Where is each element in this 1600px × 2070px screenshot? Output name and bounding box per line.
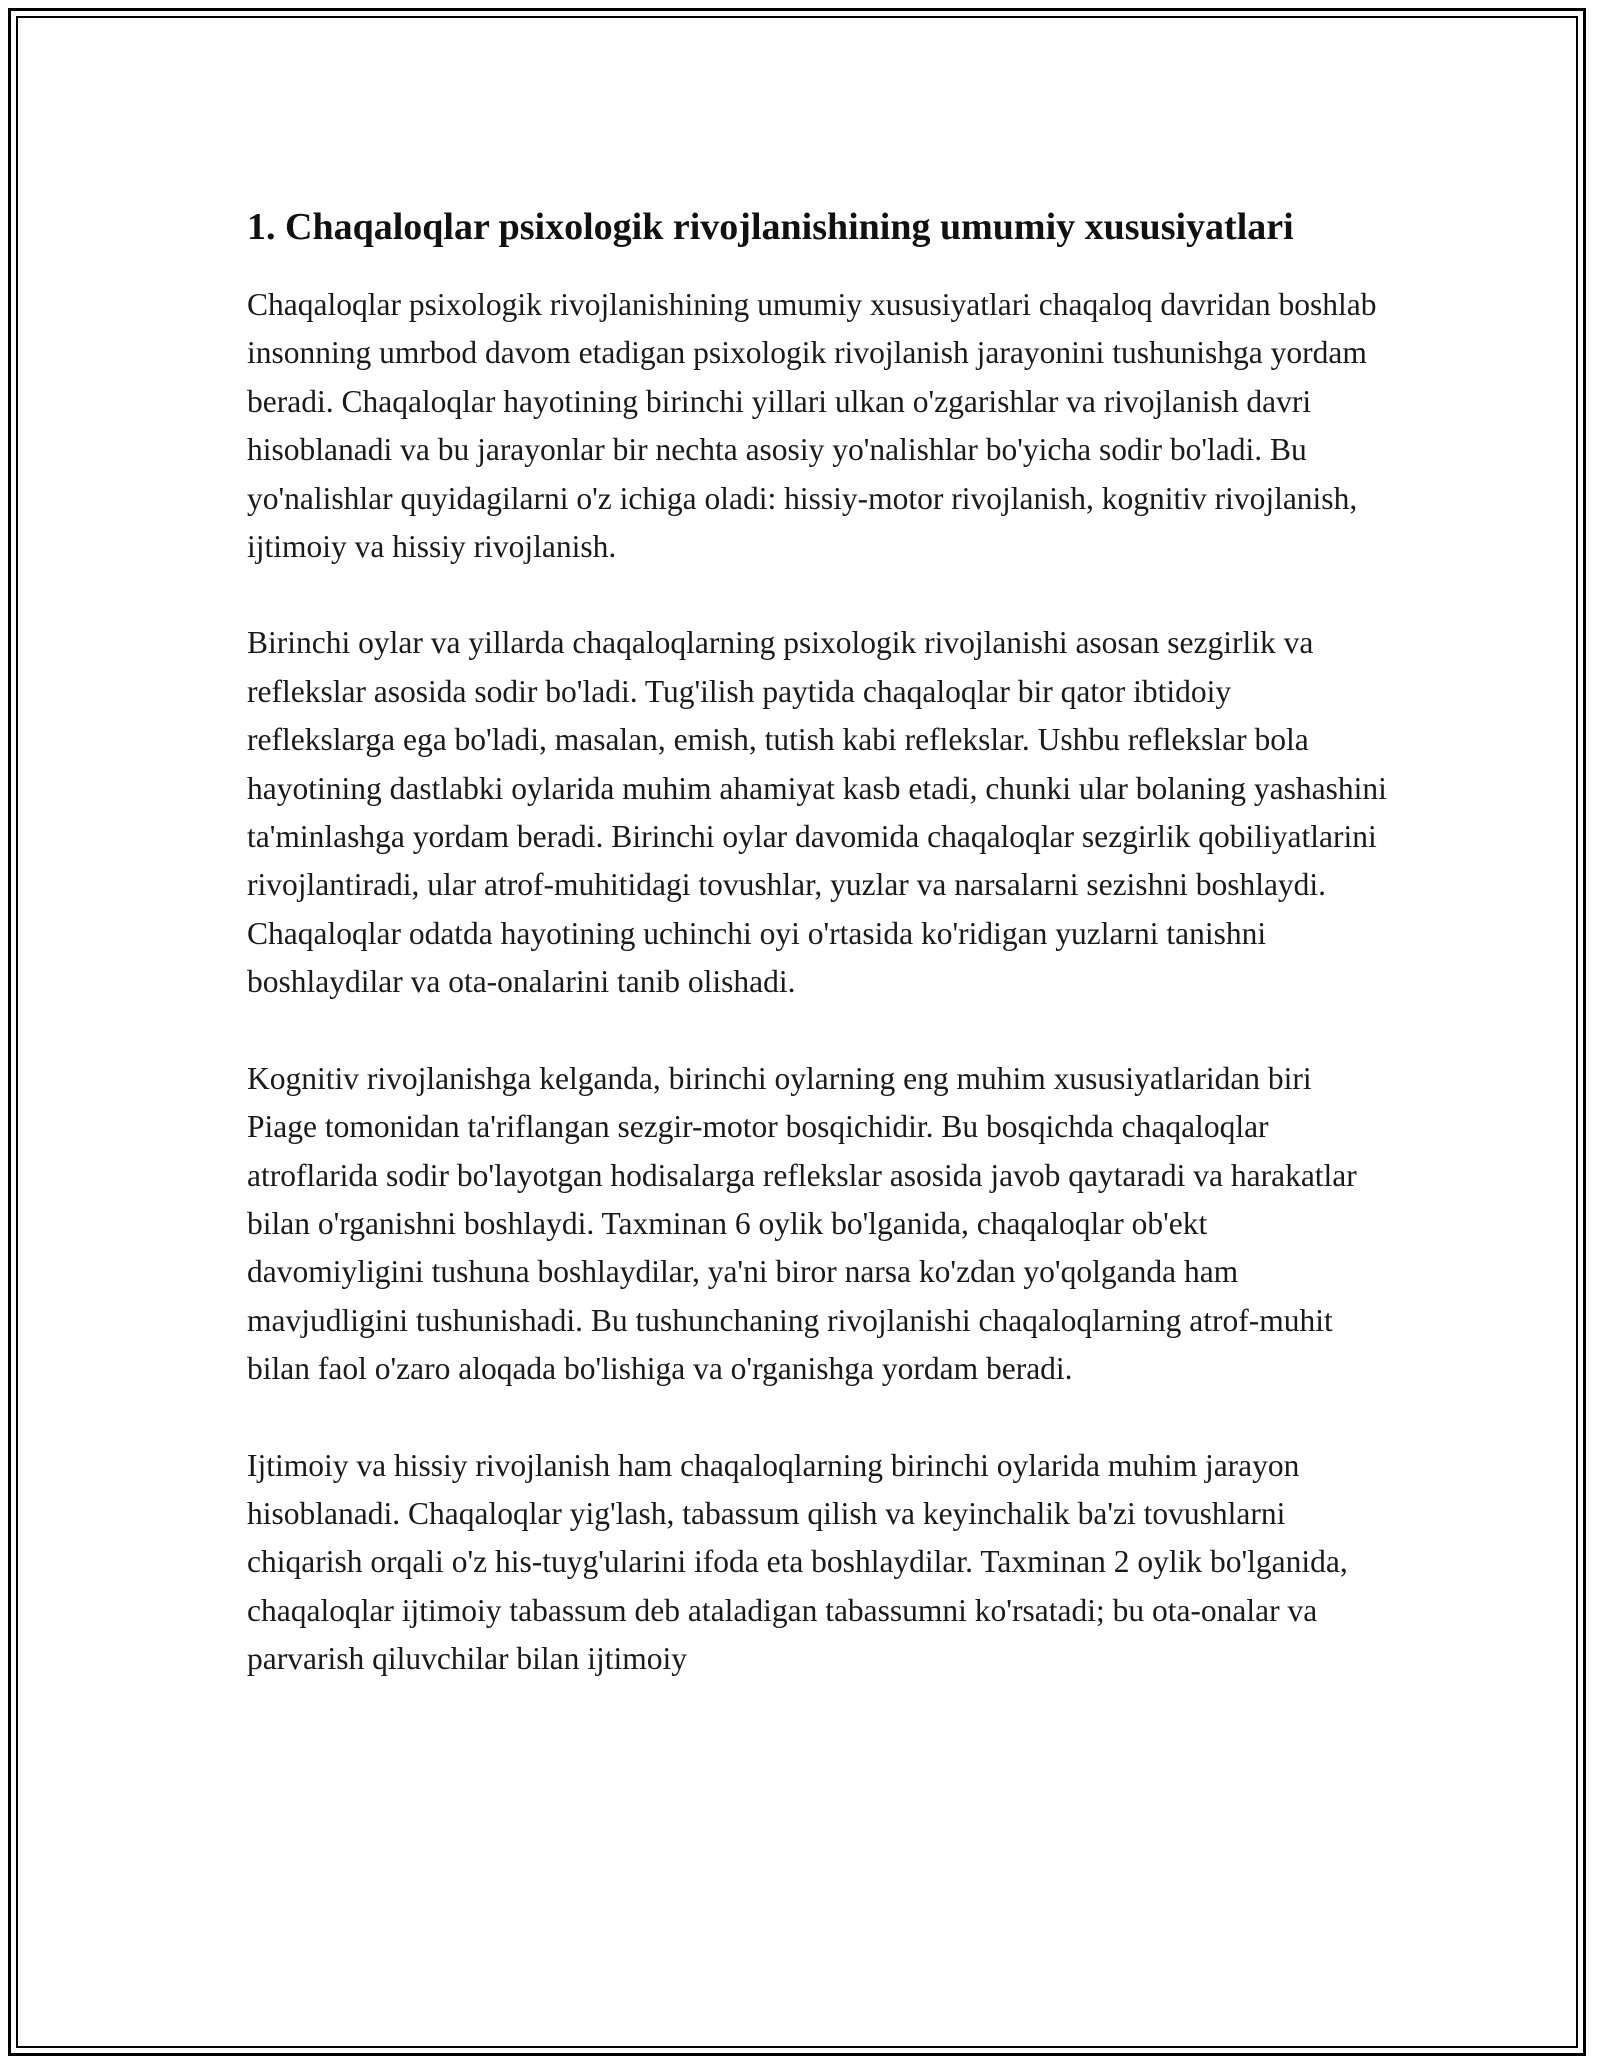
paragraph-4: Ijtimoiy va hissiy rivojlanish ham chaqaloqlarning birinchi oylarida muhim jarayon hisoblanadi. Chaqaloqlar yig'lash, tabassum qilish va keyinchalik ba'zi tovushlarni chiqarish orqali o'z his-tuyg'ularini ifoda eta boshlaydilar. Taxminan 2 oylik bo'lganida, chaqaloqlar ijtimoiy tabassum deb ataladigan tabassumni ko'rsatadi; bu ota-onalar va parvarish qiluvchilar bilan ijtimoiy — [247, 1447, 1348, 1677]
document-body — [247, 199, 1387, 1732]
paragraph-3: Kognitiv rivojlanishga kelganda, birinchi oylarning eng muhim xususiyatlaridan biri Piage tomonidan ta'riflangan sezgir-motor bosqichidir. Bu bosqichda chaqaloqlar atroflarida sodir bo'layotgan hodisalarga reflekslar asosida javob qaytaradi va harakatlar bilan o'rganishni boshlaydi. Taxminan 6 oylik bo'lganida, chaqaloqlar ob'ekt davomiyligini tushuna boshlaydilar, ya'ni biror narsa ko'zdan yo'qolganda ham mavjudligini tushunishadi. Bu tushunchaning rivojlanishi chaqaloqlarning atrof-muhit bilan faol o'zaro aloqada bo'lishiga va o'rganishga yordam beradi. — [247, 1060, 1357, 1387]
paragraph-2: Birinchi oylar va yillarda chaqaloqlarning psixologik rivojlanishi asosan sezgirlik va reflekslar asosida sodir bo'ladi. Tug'ilish paytida chaqaloqlar bir qator ibtidoiy reflekslarga ega bo'ladi, masalan, emish, tutish kabi reflekslar. Ushbu reflekslar bola hayotining dastlabki oylarida muhim ahamiyat kasb etadi, chunki ular bolaning yashashini ta'minlashga yordam beradi. Birinchi oylar davomida chaqaloqlar sezgirlik qobiliyatlarini rivojlantiradi, ular atrof-muhitidagi tovushlar, yuzlar va narsalarni sezishni boshlaydi. Chaqaloqlar odatda hayotining uchinchi oyi o'rtasida ko'ridigan yuzlarni tanishni boshlaydilar va ota-onalarini tanib olishadi. — [247, 625, 1387, 1000]
paragraph-1: Chaqaloqlar psixologik rivojlanishining umumiy xususiyatlari chaqaloq davridan boshlab insonning umrbod davom etadigan psixologik rivojlanish jarayonini tushunishga yordam beradi. Chaqaloqlar hayotining birinchi yillari ulkan o'zgarishlar va rivojlanish davri hisoblanadi va bu jarayonlar bir nechta asosiy yo'nalishlar bo'yicha sodir bo'ladi. Bu yo'nalishlar quyidagilarni o'z ichiga oladi: hissiy-motor rivojlanish, kognitiv rivojlanish, ijtimoiy va hissiy rivojlanish. — [247, 287, 1377, 565]
section-heading: 1. Chaqaloqlar psixologik rivojlanishining umumiy xususiyatlari — [247, 206, 1294, 248]
page-frame — [8, 8, 1586, 2056]
